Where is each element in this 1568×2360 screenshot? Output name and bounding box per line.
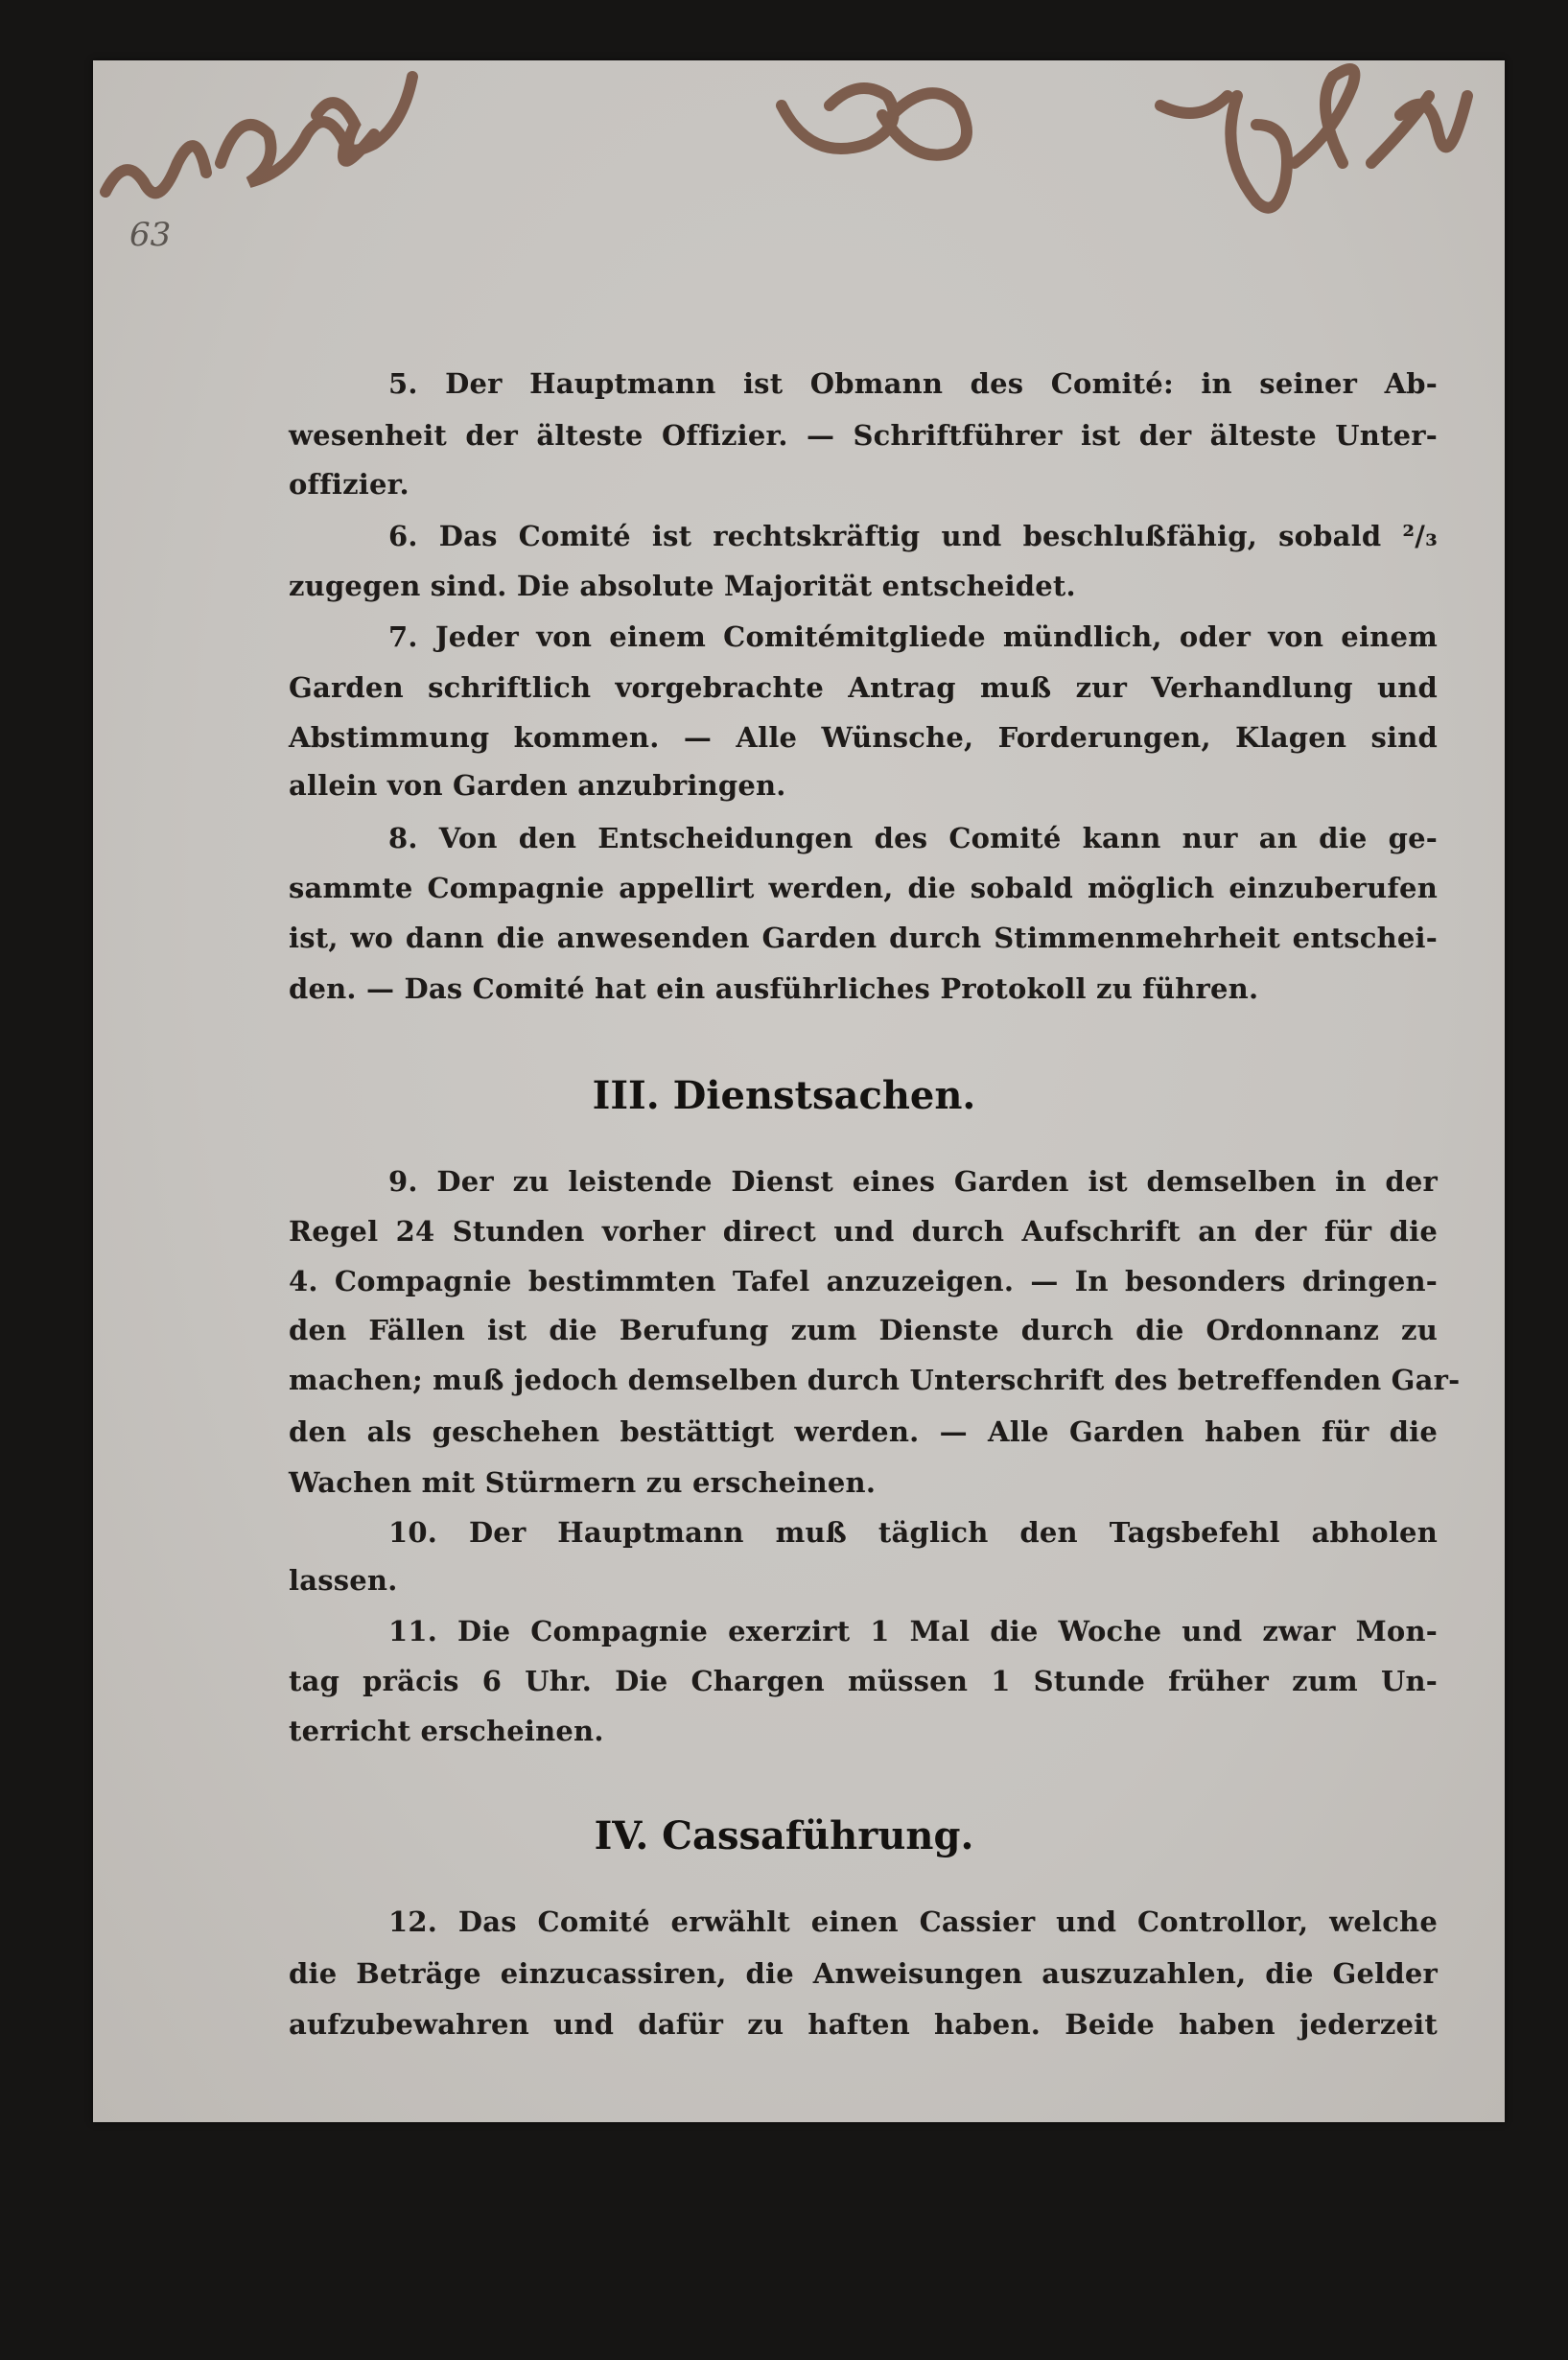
text-line: 8. Von den Entscheidungen des Comité kann nur an die ge- <box>388 822 1438 854</box>
text-line: machen; muß jedoch demselben durch Unterschrift des betreffenden Gar- <box>289 1364 1461 1396</box>
text-line: 12. Das Comité erwählt einen Cassier und Controllor, welche <box>388 1905 1438 1938</box>
ink-mark-right <box>1160 69 1467 208</box>
text-line: aufzubewahren und dafür zu haften haben. Beide haben jederzeit <box>289 2008 1438 2041</box>
text-line: den als geschehen bestättigt werden. — Alle Garden haben für die <box>289 1415 1438 1448</box>
text-line: tag präcis 6 Uhr. Die Chargen müssen 1 Stunde früher zum Un- <box>289 1665 1438 1697</box>
text-line: 11. Die Compagnie exerzirt 1 Mal die Woche und zwar Mon- <box>388 1615 1438 1647</box>
text-line: allein von Garden anzubringen. <box>289 769 786 802</box>
text-line: 7. Jeder von einem Comitémitgliede mündlich, oder von einem <box>388 620 1438 653</box>
text-line: lassen. <box>289 1564 398 1597</box>
text-line: 9. Der zu leistende Dienst eines Garden ist demselben in der <box>388 1165 1438 1198</box>
text-line: 4. Compagnie bestimmten Tafel anzuzeigen. — In besonders dringen- <box>289 1265 1438 1297</box>
section-heading: III. Dienstsachen. <box>592 1073 976 1118</box>
text-line: den Fällen ist die Berufung zum Dienste durch die Ordonnanz zu <box>289 1314 1438 1346</box>
text-line: terricht erscheinen. <box>289 1715 604 1747</box>
section-heading: IV. Cassaführung. <box>594 1813 974 1858</box>
text-line: Abstimmung kommen. — Alle Wünsche, Forderungen, Klagen sind <box>289 721 1438 754</box>
text-line: Wachen mit Stürmern zu erscheinen. <box>289 1466 877 1499</box>
text-line: 5. Der Hauptmann ist Obmann des Comité: in seiner Ab- <box>388 367 1438 400</box>
text-line: offizier. <box>289 468 410 501</box>
text-line: ist, wo dann die anwesenden Garden durch Stimmenmehrheit entschei- <box>289 922 1438 954</box>
ink-mark-center <box>782 88 967 155</box>
text-line: Garden schriftlich vorgebrachte Antrag muß zur Verhandlung und <box>289 671 1438 704</box>
text-line: zugegen sind. Die absolute Majorität entscheidet. <box>289 570 1076 602</box>
text-line: 6. Das Comité ist rechtskräftig und beschlußfähig, sobald ²/₃ <box>388 520 1438 552</box>
text-line: die Beträge einzucassiren, die Anweisungen auszuzahlen, die Gelder <box>289 1957 1438 1990</box>
text-line: 10. Der Hauptmann muß täglich den Tagsbefehl abholen <box>388 1516 1438 1549</box>
pencil-page-number: 63 <box>129 216 172 254</box>
text-line: wesenheit der älteste Offizier. — Schriftführer ist der älteste Unter- <box>289 419 1438 452</box>
text-line: Regel 24 Stunden vorher direct und durch Aufschrift an der für die <box>289 1215 1438 1248</box>
text-line: sammte Compagnie appellirt werden, die sobald möglich einzuberufen <box>289 872 1438 904</box>
ink-mark-left <box>105 77 412 193</box>
text-line: den. — Das Comité hat ein ausführliches Protokoll zu führen. <box>289 972 1259 1005</box>
handwritten-ink-marks <box>0 0 1568 384</box>
